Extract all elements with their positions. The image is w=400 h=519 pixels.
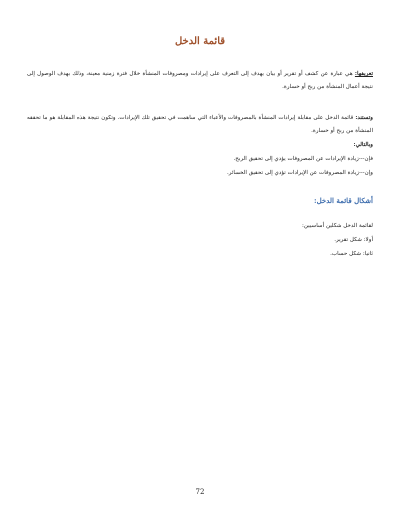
form-first: أولا: شكل تقرير. — [334, 237, 373, 243]
page-title: قائمة الدخل — [174, 36, 226, 47]
loss-line: وإن---زيادة المصروفات عن الإيرادات تؤدي إلى تحقيق الخسائر. — [226, 170, 373, 176]
form-second: ثانيا: شكل حساب. — [330, 251, 373, 257]
meaning-label: وتستند: — [355, 115, 373, 121]
therefore-label: وبالتالي: — [353, 142, 373, 148]
meaning-paragraph — [27, 112, 373, 138]
definition-label: تعريفها: — [354, 71, 373, 77]
forms-heading: أشكال قائمة الدخل: — [314, 196, 373, 205]
forms-intro: لقائمة الدخل شكلين أساسيين: — [302, 223, 373, 229]
page-number: 72 — [195, 488, 205, 496]
profit-line: فإن---زيادة الإيرادات عن المصروفات يؤدي إلى تحقيق الربح. — [233, 156, 373, 162]
meaning-text: قائمة الدخل على مقابلة إيرادات المنشأة بالمصروفات والأعباء التي ساهمت في تحقيق تلك الإيرادات. وتكون نتيجة هذه المقابلة هو ما تحققه المنشأة من ربح أو خسارة. — [27, 115, 373, 134]
definition-paragraph — [27, 68, 373, 94]
definition-text: هي عبارة عن كشف أو تقرير أو بيان يهدف إلى التعرف على إيرادات ومصروفات المنشأة خلال فترة زمنية معينة، وذلك بهدف الوصول إلى نتيجة أعمال المنشأة من ربح أو خسارة. — [27, 71, 373, 90]
